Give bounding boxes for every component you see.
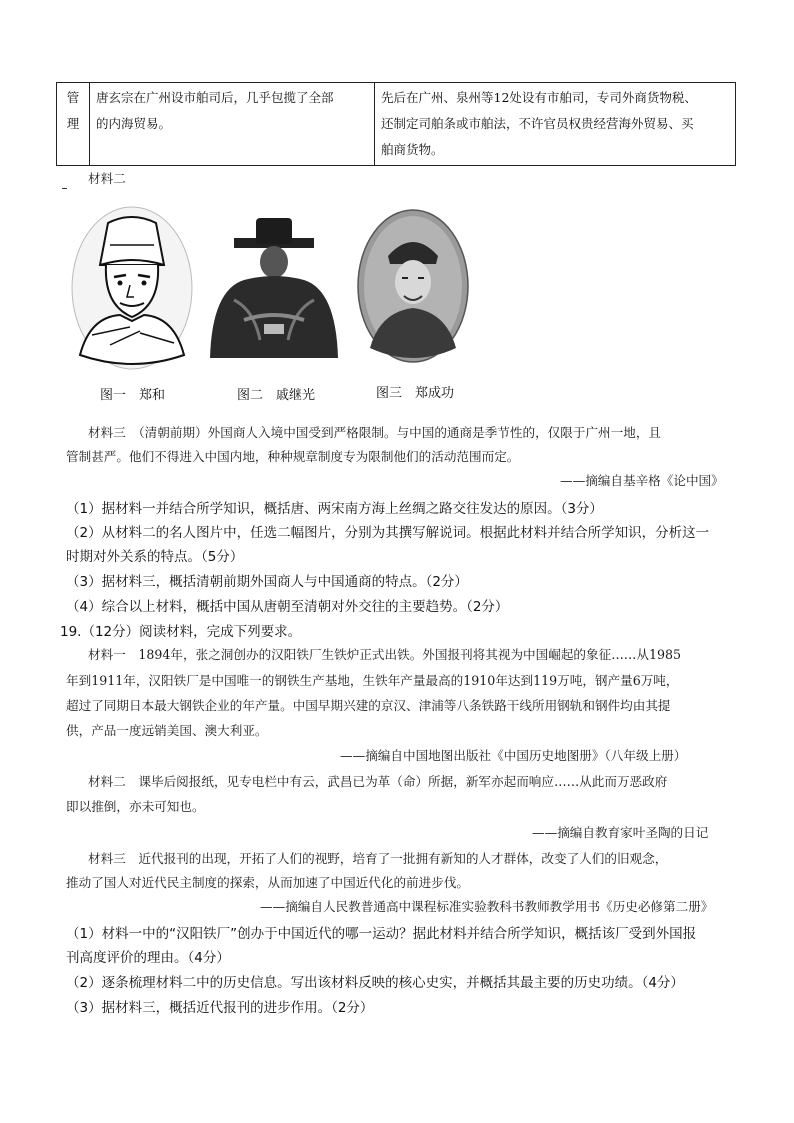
question-19-1-cont: 刊高度评价的理由。（4分） <box>66 950 230 966</box>
cell-line: 先后在广州、泉州等12处设有市舶司，专司外商货物税、 <box>381 90 697 105</box>
q19-material-1-line: 超过了同期日本最大钢铁企业的年产量。中国早期兴建的京汉、津浦等八条铁路干线所用钢轨和钢件均由其提 <box>66 698 671 713</box>
caption-zheng-chenggong: 图三 郑成功 <box>376 386 455 401</box>
question-18-3: （3）据材料三，概括清朝前期外国商人与中国通商的特点。（2分） <box>66 574 468 590</box>
q19-material-1-source: ——摘编自中国地图出版社《中国历史地图册》（八年级上册） <box>340 748 687 763</box>
qi-jiguang-portrait <box>204 210 344 360</box>
q19-material-1-line: 供，产品一度远销美国、澳大利亚。 <box>66 723 268 738</box>
caption-zheng-he: 图一 郑和 <box>100 388 166 403</box>
caption-qi-jiguang: 图二 戚继光 <box>237 388 316 403</box>
song-cell <box>375 83 736 166</box>
cell-line: 唐玄宗在广州设市舶司后，几乎包揽了全部 <box>96 90 334 105</box>
q19-material-1-line: 材料一 1894年，张之洞创办的汉阳铁厂生铁炉正式出铁。外国报刊将其视为中国崛起的象征……从1985 <box>88 647 682 662</box>
material-3-line: 管制甚严。他们不得进入中国内地，种种规章制度专为限制他们的活动范围而定。 <box>66 449 520 464</box>
table-row <box>57 83 736 166</box>
cell-line: 还制定司舶条或市舶法，不许官员权贵经营海外贸易、买 <box>381 116 694 131</box>
q19-material-2-source: ——摘编自教育家叶圣陶的日记 <box>532 825 709 840</box>
question-18-4: （4）综合以上材料，概括中国从唐朝至清朝对外交往的主要趋势。（2分） <box>66 599 509 615</box>
cell-line: 的内海贸易。 <box>96 116 172 131</box>
material-3-source: ——摘编自基辛格《论中国》 <box>560 473 724 488</box>
question-19-2: （2）逐条梳理材料二中的历史信息。写出该材料反映的核心史实，并概括其最主要的历史功绩。（4分） <box>66 975 684 991</box>
q19-material-2-line: 材料二 课毕后阅报纸，见专电栏中有云，武昌已为革（命）所据，新军亦起而响应……从此而万恶政府 <box>88 774 668 789</box>
tang-cell <box>90 83 375 166</box>
question-18-1: （1）据材料一并结合所学知识，概括唐、两宋南方海上丝绸之路交往发达的原因。（3分） <box>66 501 603 517</box>
zheng-chenggong-portrait <box>356 208 470 364</box>
question-18-2-cont: 时期对外关系的特点。（5分） <box>66 549 244 565</box>
q19-material-3-source: ——摘编自人民教普通高中课程标准实验教科书教师教学用书《历史必修第二册》 <box>260 899 714 914</box>
q19-material-2-line: 即以推倒，亦未可知也。 <box>66 799 205 814</box>
mark-dash <box>62 188 67 189</box>
row-header-text: 管理 <box>66 90 80 131</box>
cell-line: 舶商货物。 <box>381 142 444 157</box>
question-19-1: （1）材料一中的“汉阳铁厂”创办于中国近代的哪一运动？据此材料并结合所学知识，概括该厂受到外国报 <box>66 926 697 942</box>
material-2-label: 材料二 <box>88 171 126 186</box>
question-19-3: （3）据材料三，概括近代报刊的进步作用。（2分） <box>66 1000 374 1016</box>
q19-material-1-line: 年到1911年，汉阳铁厂是中国唯一的钢铁生产基地，生铁年产量最高的1910年达到119万吨，钢产量6万吨， <box>66 673 679 688</box>
material-3-line: 材料三 （清朝前期）外国商人入境中国受到严格限制。与中国的通商是季节性的，仅限于广州一地，且 <box>88 425 662 440</box>
question-19-header: 19.（12分）阅读材料，完成下列要求。 <box>60 624 302 640</box>
row-header-cell <box>57 83 90 166</box>
comparison-table <box>56 82 736 166</box>
question-18-2: （2）从材料二的名人图片中，任选二幅图片，分别为其撰写解说词。根据此材料并结合所学知识，分析这一 <box>66 525 710 541</box>
q19-material-3-line: 推动了国人对近代民主制度的探索，从而加速了中国近代化的前进步伐。 <box>66 875 469 890</box>
zheng-he-portrait <box>70 205 194 371</box>
q19-material-3-line: 材料三 近代报刊的出现，开拓了人们的视野，培育了一批拥有新知的人才群体，改变了人们的旧观念， <box>88 851 668 866</box>
